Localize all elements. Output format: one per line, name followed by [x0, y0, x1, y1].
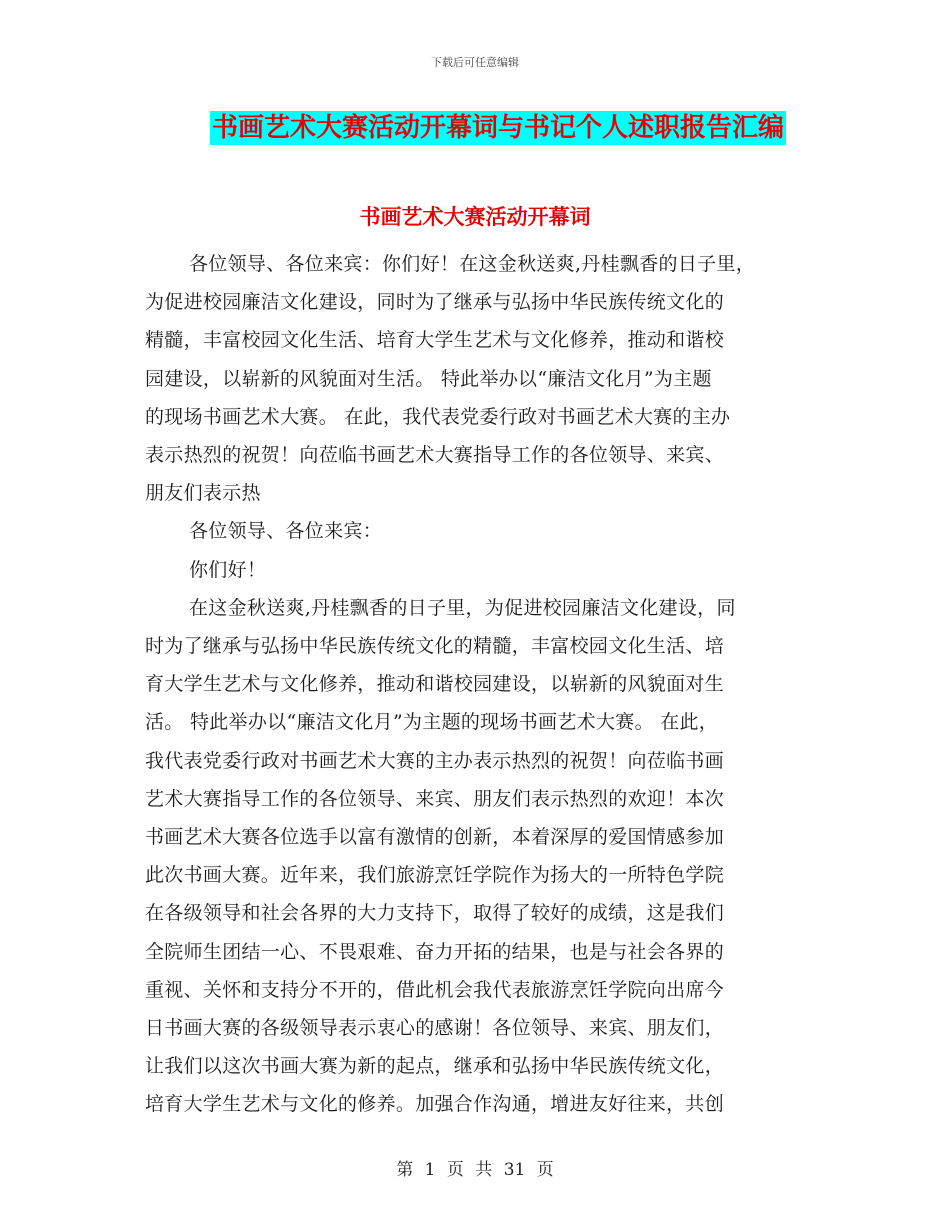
text-line: 育大学生艺术与文化修养，推动和谐校园建设，以崭新的风貌面对生: [145, 673, 725, 696]
text-line: 全院师生团结一心、不畏艰难、奋力开拓的结果，也是与社会各界的: [145, 940, 725, 963]
paragraph: [145, 589, 805, 1124]
text-line: 朋友们表示热: [145, 482, 261, 505]
text-line: 培育大学生艺术与文化的修养。加强合作沟通，增进友好往来，共创: [145, 1093, 725, 1116]
document-title-container: [0, 111, 950, 145]
text-line: 此次书画大赛。近年来，我们旅游烹饪学院作为扬大的一所特色学院: [145, 864, 725, 887]
paragraph: [145, 551, 805, 589]
text-line: 活。 特此举办以“廉洁文化月”为主题的现场书画艺术大赛。 在此，: [145, 711, 719, 734]
text-line: 重视、关怀和支持分不开的，借此机会我代表旅游烹饪学院向出席今: [145, 978, 725, 1001]
text-line: 精髓，丰富校园文化生活、培育大学生艺术与文化修养，推动和谐校: [145, 329, 725, 352]
text-line: 让我们以这次书画大赛为新的起点，继承和弘扬中华民族传统文化，: [145, 1055, 725, 1078]
text-line: 艺术大赛指导工作的各位领导、来宾、朋友们表示热烈的欢迎！本次: [145, 787, 725, 810]
text-line: 园建设，以崭新的风貌面对生活。 特此举办以“廉洁文化月”为主题: [145, 367, 712, 390]
text-line: 日书画大赛的各级领导表示衷心的感谢！各位领导、来宾、朋友们，: [145, 1017, 725, 1040]
text-line: 时为了继承与弘扬中华民族传统文化的精髓，丰富校园文化生活、培: [145, 635, 725, 658]
text-line: 各位领导、各位来宾：: [189, 520, 383, 543]
text-line: 在这金秋送爽,丹桂飘香的日子里，为促进校园廉洁文化建设，同: [189, 596, 736, 619]
text-line: 表示热烈的祝贺！向莅临书画艺术大赛指导工作的各位领导、来宾、: [145, 444, 725, 467]
paragraph: [145, 245, 805, 512]
header-note: 下载后可任意编辑: [431, 56, 519, 69]
text-line: 我代表党委行政对书画艺术大赛的主办表示热烈的祝贺！向莅临书画: [145, 749, 725, 772]
document-title: 书画艺术大赛活动开幕词与书记个人述职报告汇编: [211, 113, 784, 143]
page-number-footer: 第 1 页 共 31 页: [396, 1160, 554, 1180]
document-body: [145, 245, 805, 1124]
text-line: 的现场书画艺术大赛。 在此，我代表党委行政对书画艺术大赛的主办: [145, 405, 731, 428]
text-line: 各位领导、各位来宾：你们好！在这金秋送爽,丹桂飘香的日子里，: [189, 253, 756, 275]
text-line: 在各级领导和社会各界的大力支持下，取得了较好的成绩，这是我们: [145, 902, 725, 925]
section-title: 书画艺术大赛活动开幕词: [359, 204, 591, 229]
paragraph: [145, 512, 805, 550]
text-line: 你们好！: [189, 558, 267, 581]
text-line: 为促进校园廉洁文化建设，同时为了继承与弘扬中华民族传统文化的: [145, 291, 725, 314]
text-line: 书画艺术大赛各位选手以富有激情的创新，本着深厚的爱国情感参加: [145, 826, 725, 849]
